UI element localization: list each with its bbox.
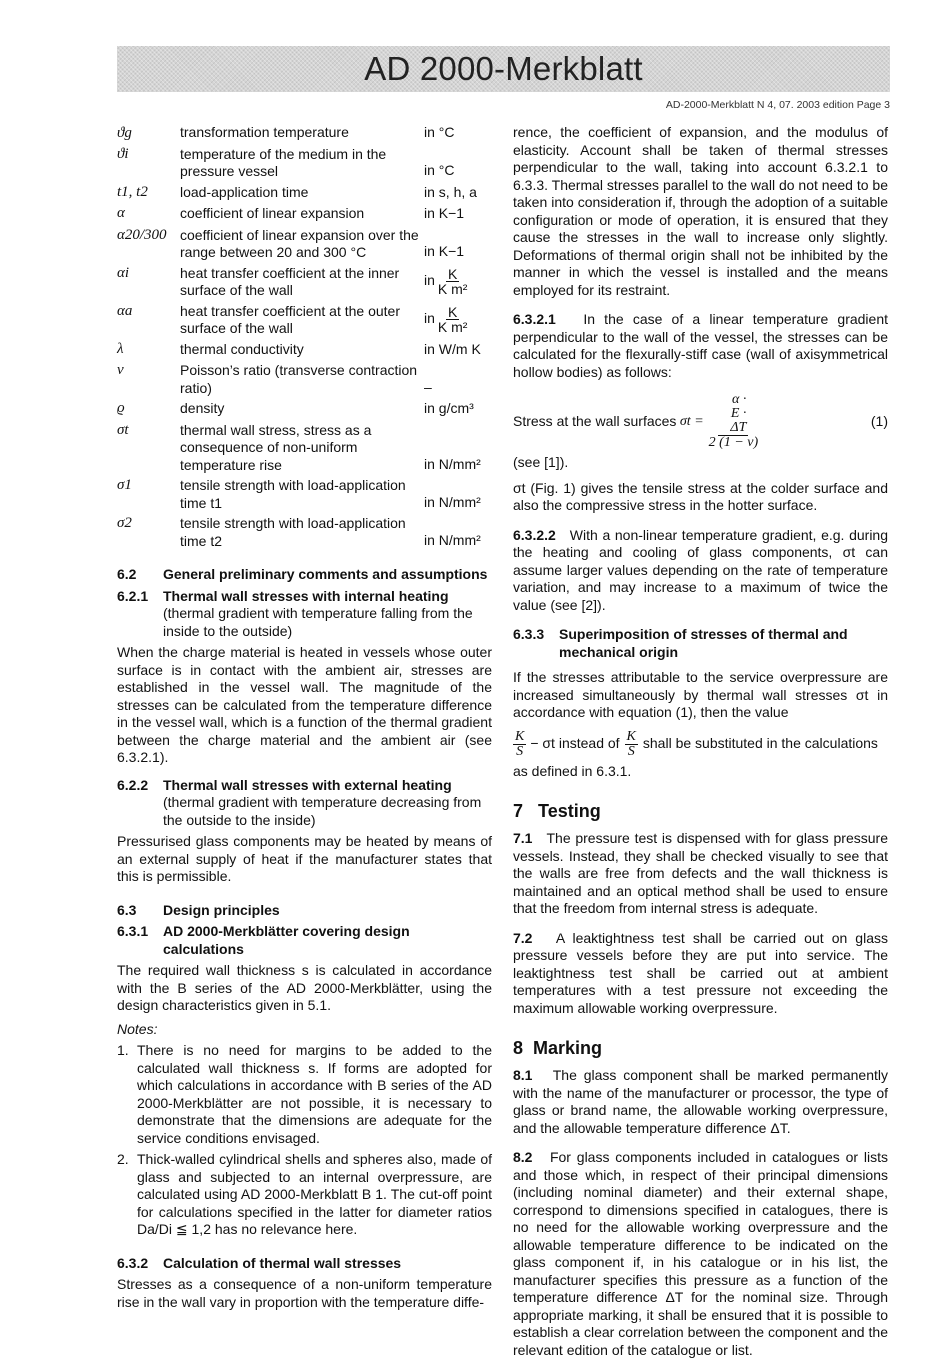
symbol-unit: – xyxy=(424,378,432,395)
left-column xyxy=(117,124,492,1311)
symbol-unit: in s, h, a xyxy=(424,183,477,200)
section-6-3-3-heading: 6.3.3 Superimposition of stresses of thermal and mechanical origin xyxy=(513,626,848,660)
paragraph-6-3-3b: as defined in 6.3.1. xyxy=(513,762,632,779)
symbol-row xyxy=(117,224,492,262)
notes-list xyxy=(117,1042,492,1239)
notes-label: Notes: xyxy=(117,1020,158,1037)
section-6-3-2-heading: 6.3.2 Calculation of thermal wall stresses xyxy=(117,1254,402,1271)
paragraph-6-3-2-1: 6.3.2.1 In the case of a linear temperature gradient perpendicular to the wall of the vessel, the stresses can be calculated for the flexurally-stiff case (wall of axisymmetrical hollow bodies) as follows: xyxy=(513,311,889,380)
symbol: t1, t2 xyxy=(117,183,148,200)
symbol-row xyxy=(117,419,492,475)
symbol: λ xyxy=(117,340,124,357)
symbol-row xyxy=(117,338,492,360)
symbol-unit: in N/mm² xyxy=(424,493,481,510)
symbol: σ1 xyxy=(117,477,132,493)
paragraph-8-1: 8.1 The glass component shall be marked permanently with the name of the manufacturer or processor, the type of glass or brand name, the allowable working overpressure, and the allowable temperature difference ΔT. xyxy=(513,1067,888,1136)
symbol-unit: in $\frac{K}{\text{K m²}}$ xyxy=(424,304,468,335)
symbol: ϑi xyxy=(117,145,129,162)
paragraph-8-2: 8.2 For glass components included in catalogues or lists and those which, in respect of their principal dimensions (including nominal diameter) and their external shape, correspond to dimensions specified in catalogues, there is no need for the allowable working overpressure and the allowable temperature difference to be indicated on the glass component if, in his catalogue or in his list, the manufacturer specifies this pressure as a function of the temperature difference ΔT for the nominal size. Through appropriate marking, it shall be ensured that it is possible to establish a clear correlation between the component and the relevant edition of the catalogue or list. xyxy=(513,1149,888,1358)
symbol-unit: in $\frac{K}{\text{K m²}}$ xyxy=(424,266,468,297)
symbol-row xyxy=(117,202,492,224)
symbol-row xyxy=(117,359,492,397)
symbol-description: load-application time xyxy=(180,183,309,200)
symbol-unit: in °C xyxy=(424,124,455,140)
paragraph-7-2: 7.2 A leaktightness test shall be carried out on glass pressure vessels before they are put into service. The leaktightness test shall be carried out at ambient temperatures with a test pressure not exceeding the maximum allowable working overpressure. xyxy=(513,929,888,1016)
note-item: 2. Thick-walled cylindrical shells and spheres also, made of glass and subjected to an internal overpressure, are calculated using AD 2000-Merkblatt B 1. The cut-off point for calculations specified in the latter for diameter ratios Da/Di ≦ 1,2 has no relevance here. xyxy=(117,1151,492,1237)
section-6-3-1-heading: 6.3.1 AD 2000-Merkblätter covering design calculations xyxy=(117,923,410,957)
symbol: σ2 xyxy=(117,515,132,531)
symbol-row xyxy=(117,397,492,419)
note-item: 1. There is no need for margins to be added to the calculated wall thickness s. If forms are adopted for which calculations in accordance with B series of the AD 2000-Merkblätter are not possible, it is necessary to demonstrate that the dimensions are adequate for the service conditions envisaged. xyxy=(117,1042,492,1146)
symbol-row xyxy=(117,262,492,300)
paragraph-6-3-2: Stresses as a consequence of a non-uniform temperature rise in the wall vary in proportion with the temperature diffe- xyxy=(117,1276,492,1310)
equation-2: $\frac{K}{S}$ − σt instead of $\frac{K}{S}$ shall be substituted in the calculations xyxy=(515,728,878,759)
symbol-description: thermal wall stress, stress as a consequence of non-uniform temperature rise xyxy=(180,421,372,473)
symbol-description: heat transfer coefficient at the inner surface of the wall xyxy=(180,264,400,298)
paragraph-6-3-1: The required wall thickness s is calculated in accordance with the B series of the AD 2000-Merkblätter, using the design characteristics given in 5.1. xyxy=(117,962,492,1013)
paragraph-6-3-2-2: 6.3.2.2 With a non-linear temperature gradient, e.g. during the heating and cooling of glass components, σt can assume larger values depending on the rate of temperature variation, and may increase to a maximum of twice the value (see [2]). xyxy=(513,526,888,613)
symbol-row xyxy=(117,143,492,181)
symbol-row xyxy=(117,474,492,512)
header-banner xyxy=(117,46,890,92)
section-6-2-heading: 6.2 General preliminary comments and assumptions xyxy=(117,566,488,582)
section-8-heading: 8 Marking xyxy=(513,1038,603,1058)
right-column xyxy=(513,124,888,1359)
symbol-unit: in N/mm² xyxy=(424,531,481,548)
symbols-table xyxy=(117,124,492,550)
symbol: α xyxy=(117,205,125,221)
symbol: ν xyxy=(117,362,124,378)
symbol-row xyxy=(117,300,492,338)
paragraph-7-1: 7.1 The pressure test is dispensed with for glass pressure vessels. Instead, they shall be checked visually to see that the walls are free from defects and the wall thickness is maintained and an optical method shall be used to ensure that the freedom from internal stress is adequate. xyxy=(513,830,888,916)
paragraph-sigma-t: σt (Fig. 1) gives the tensile stress at the colder surface and also the compressive stress in the hotter surface. xyxy=(513,479,888,513)
reference-1: (see [1]). xyxy=(513,454,569,470)
section-6-2-2-heading: 6.2.2 Thermal wall stresses with external heating (thermal gradient with temperature decreasing from the outside to the inside) xyxy=(117,776,482,828)
symbol-row xyxy=(117,124,492,143)
equation-1: Stress at the wall surfaces σt = $\frac{\alpha \cdot E \cdot \Delta T}{2 (1 - \nu)}$ (1) xyxy=(513,392,888,450)
paragraph-6-3-3: If the stresses attributable to the service overpressure are increased simultaneously by thermal wall stresses σt in accordance with equation (1), then the value xyxy=(513,669,888,720)
section-6-2-1-heading: 6.2.1 Thermal wall stresses with internal heating (thermal gradient with temperature falling from the inside to the outside) xyxy=(117,587,473,639)
symbol-unit: in g/cm³ xyxy=(424,400,474,416)
symbol-row xyxy=(117,512,492,550)
symbol-description: tensile strength with load-application time t1 xyxy=(180,477,406,511)
symbol-unit: in K−1 xyxy=(424,205,465,221)
paragraph-6-2-2: Pressurised glass components may be heated by means of an external supply of heat if the manufacturer states that this is permissible. xyxy=(117,833,492,884)
symbol-description: heat transfer coefficient at the outer surface of the wall xyxy=(180,302,400,336)
symbol: σt xyxy=(117,421,129,438)
symbol: αi xyxy=(117,264,130,281)
symbol: α20/300 xyxy=(117,226,167,243)
symbol-unit: in W/m K xyxy=(424,340,481,357)
symbol-description: density xyxy=(180,400,225,416)
paragraph-6-2-1: When the charge material is heated in vessels whose outer surface is in contact with the ambient air, stresses are established in the vessel wall. The magnitude of the stresses can be calculated from the temperature difference in the vessel wall, which is a function of the thermal gradient between the charge material and the ambient air (see 6.3.2.1). xyxy=(117,644,492,765)
symbol-description: coefficient of linear expansion over the range between 20 and 300 °C xyxy=(180,226,419,260)
paragraph-6-3-2-continued: rence, the coefficient of expansion, and the modulus of elasticity. Account shall be taken of thermal stresses perpendicular to the wall, taking into account 6.3.2.1 to 6.3.3. Thermal stresses parallel to the wall do not need to be taken into consideration if, through the adoption of a suitable configuration or mode of operation, it is ensured that they cause the stresses in the wall to increase only slightly. Deformations of thermal origin shall not be inhibited by the manner in which the vessel is installed and the means employed for its restraint. xyxy=(513,124,888,298)
symbol: αa xyxy=(117,302,133,319)
symbol-row xyxy=(117,181,492,203)
symbol-description: transformation temperature xyxy=(180,124,349,140)
symbol-description: Poisson’s ratio (transverse contraction ratio) xyxy=(180,362,418,396)
symbol-description: tensile strength with load-application time t2 xyxy=(180,515,406,549)
symbol-unit: in N/mm² xyxy=(424,455,481,472)
symbol: ϑg xyxy=(117,125,132,141)
page-info: AD-2000-Merkblatt N 4, 07. 2003 edition Page 3 xyxy=(665,99,890,111)
symbol-unit: in K−1 xyxy=(424,243,465,259)
section-7-heading: 7 Testing xyxy=(513,801,601,821)
symbol-description: temperature of the medium in the pressure vessel xyxy=(180,145,387,179)
symbol-unit: in °C xyxy=(424,162,455,178)
document-title: AD 2000-Merkblatt xyxy=(364,50,643,88)
symbol-description: coefficient of linear expansion xyxy=(180,205,365,221)
symbol: ϱ xyxy=(117,400,125,416)
symbol-description: thermal conductivity xyxy=(180,340,304,357)
section-6-3-heading: 6.3 Design principles xyxy=(117,901,280,918)
